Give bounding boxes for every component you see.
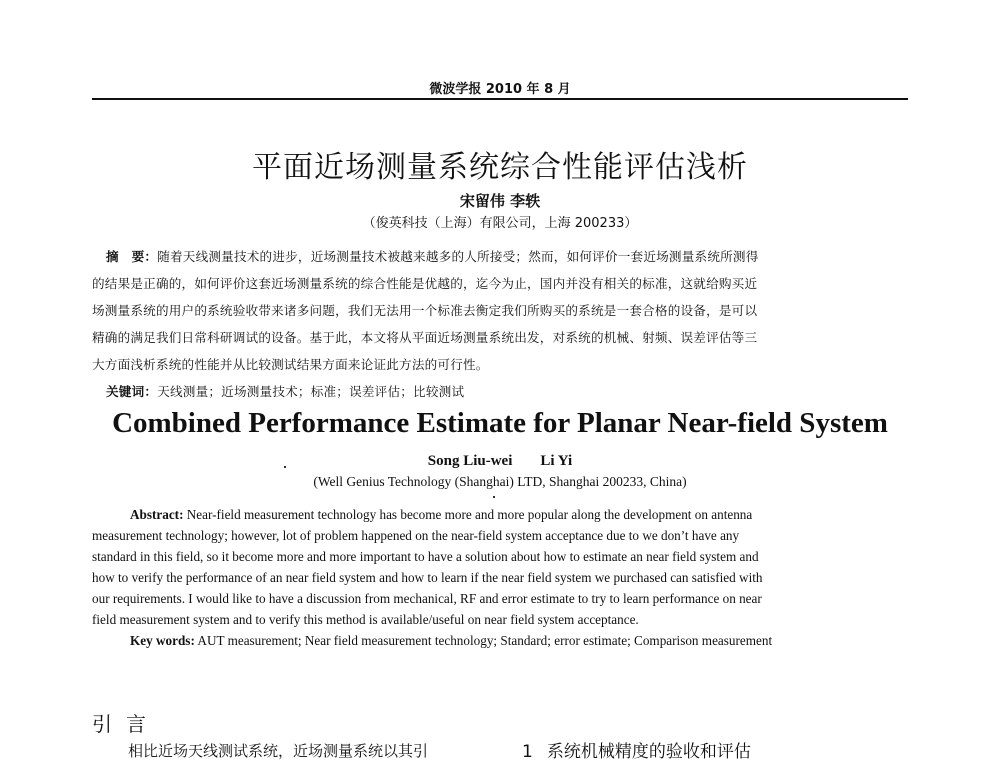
- intro-first-line: 相比近场天线测试系统，近场测量系统以其引: [128, 742, 429, 760]
- section-1-heading: [522, 737, 751, 762]
- english-author-2: Li Yi: [540, 453, 573, 469]
- english-abstract-label: Abstract:: [130, 507, 184, 522]
- english-keywords: Key words: AUT measurement; Near field measurement technology; Standard; error estimate; Comparison measurement: [130, 633, 773, 648]
- chinese-affiliation: （俊英科技（上海）有限公司，上海 200233）: [362, 216, 638, 231]
- english-abstract-line: standard in this field, so it become more and more important to have a solution about how to estimate an near field system and: [92, 549, 759, 564]
- chinese-keywords-label: 关键词：: [106, 384, 158, 399]
- english-abstract-line: measurement technology; however, lot of problem happened on the near-field system acceptance due to we don’t have any: [92, 528, 740, 543]
- chinese-keywords: 关键词：天线测量；近场测量技术；标准；误差评估；比较测试: [106, 384, 465, 399]
- english-abstract-line: Abstract: Near-field measurement technology has become more and more popular along the development on antenna: [130, 507, 753, 522]
- english-abstract-line: our requirements. I would like to have a discussion from mechanical, RF and error estimate to try to learn performance on near: [92, 591, 762, 606]
- english-abstract-line: how to verify the performance of an near field system and how to learn if the near field system we purchased can satisfied with: [92, 570, 763, 585]
- section-1-title: 系统机械精度的验收和评估: [546, 742, 751, 762]
- chinese-abstract-line: 场测量系统的用户的系统验收带来诸多问题，我们无法用一个标准去衡定我们所购买的系统是一套合格的设备，是可以: [92, 303, 758, 318]
- english-abstract-line: field measurement system and to verify this method is available/useful on near field system acceptance.: [92, 612, 639, 627]
- scan-speck: [493, 496, 495, 498]
- chinese-abstract-line: 精确的满足我们日常科研调试的设备。基于此，本文将从平面近场测量系统出发，对系统的机械、射频、误差评估等三: [92, 330, 758, 345]
- chinese-authors: 宋留伟 李轶: [459, 192, 541, 210]
- chinese-abstract-label: 摘 要：: [106, 249, 158, 264]
- chinese-title: 平面近场测量系统综合性能评估浅析: [252, 150, 748, 185]
- intro-heading: 引言: [92, 712, 160, 736]
- chinese-abstract-line: 的结果是正确的，如何评价这套近场测量系统的综合性能是优越的，迄今为止，国内并没有相关的标准，这就给购买近: [92, 276, 758, 291]
- chinese-abstract-line: 大方面浅析系统的性能并从比较测试结果方面来论证此方法的可行性。: [92, 357, 489, 372]
- english-authors: [0, 453, 1000, 470]
- english-title: Combined Performance Estimate for Planar Near-field System: [112, 407, 888, 439]
- section-1-number: 1: [522, 742, 533, 762]
- header-rule: [92, 98, 908, 100]
- journal-header: 微波学报 2010 年 8 月: [429, 82, 571, 97]
- english-author-1: Song Liu-wei: [427, 453, 513, 469]
- english-affiliation: (Well Genius Technology (Shanghai) LTD, Shanghai 200233, China): [313, 474, 687, 489]
- english-keywords-label: Key words:: [130, 633, 195, 648]
- chinese-abstract-line: 摘 要：随着天线测量技术的进步，近场测量技术被越来越多的人所接受；然而，如何评价一套近场测量系统所测得: [106, 249, 759, 264]
